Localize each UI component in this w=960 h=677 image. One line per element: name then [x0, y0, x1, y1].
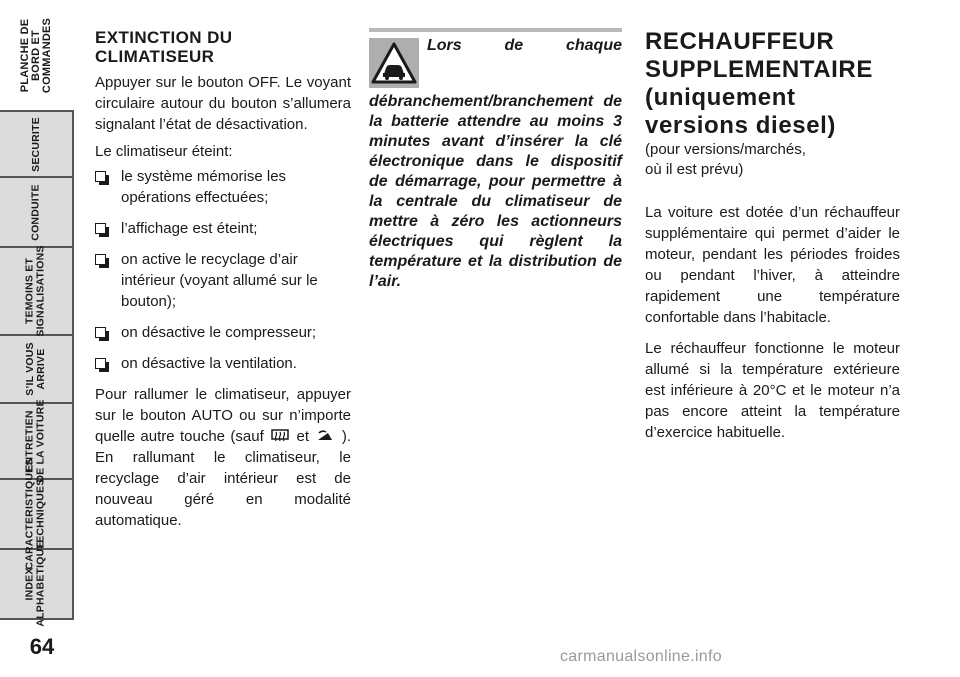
watermark: carmanualsonline.info: [560, 648, 722, 665]
checkbox-bullet-icon: [95, 223, 106, 234]
tab-conduite[interactable]: [0, 178, 72, 248]
column-extinction: [95, 28, 351, 531]
tab-label: ENTRETIEN DE LA VOITURE: [24, 399, 47, 483]
checkbox-bullet-icon: [95, 358, 106, 369]
warning-rule: [369, 28, 622, 32]
tab-caracteristiques[interactable]: [0, 458, 72, 570]
paragraph: La voiture est dotée d’un réchauffeur supplémentaire qui permet d’aider le moteur, pendant les périodes froides ou pendant l’hiver, à atteindre rapidement une température confortable dans l’habitacle.: [645, 204, 900, 326]
page-number: 64: [29, 634, 55, 659]
tab-securite[interactable]: [0, 112, 72, 178]
tab-label: PLANCHE DE BORD ET COMMANDES: [19, 17, 54, 93]
paragraph: Pour rallumer le climatiseur, appuyer sur le bouton AUTO ou sur n’importe quelle autre touche (sauf et ). En rallumant le climatiseur, le recyclage d’air intérieur est de nouveau géré en modalité automatique.: [95, 386, 352, 529]
tab-label: CONDUITE: [29, 183, 42, 241]
tab-label: S’IL VOUS ARRIVE: [23, 342, 47, 396]
tab-sil-vous-arrive[interactable]: [0, 336, 72, 404]
tab-index[interactable]: [0, 541, 72, 627]
section-sidebar: [0, 0, 75, 677]
list-item: on désactive la ventilation.: [95, 353, 351, 374]
paragraph: Le climatiseur éteint:: [95, 143, 233, 160]
tab-temoins[interactable]: [0, 245, 72, 337]
availability-note: (pour versions/marchés, où il est prévu): [645, 141, 806, 178]
tab-label: SECURITE: [29, 116, 42, 172]
tab-label: CARACTERISTIQUES TECHNIQUES: [24, 458, 47, 570]
tab-label: INDEX ALPHABETIQUE: [24, 541, 47, 627]
warning-car-icon: [369, 38, 419, 88]
air-recirculation-icon: [316, 429, 334, 443]
page-title: RECHAUFFEUR SUPPLEMENTAIRE (uniquement versions diesel): [645, 28, 873, 139]
section-heading: EXTINCTION DU CLIMATISEUR: [95, 28, 233, 66]
rear-defrost-icon: [271, 429, 289, 443]
column-rechauffeur: [645, 28, 900, 443]
list-item: on active le recyclage d’air intérieur (voyant allumé sur le bouton);: [95, 249, 351, 312]
tab-label: TEMOINS ET SIGNALISATIONS: [24, 245, 47, 337]
list-item: on désactive le compresseur;: [95, 322, 351, 343]
paragraph: Appuyer sur le bouton OFF. Le voyant circulaire autour du bouton s’allumera signalant l’état de désactivation.: [95, 74, 351, 133]
bullet-list: [95, 166, 351, 374]
checkbox-bullet-icon: [95, 327, 106, 338]
paragraph: Le réchauffeur fonctionne le moteur allumé si la température extérieure est inférieure à 20°C et le moteur n’a pas encore atteint la température d’exercice habituelle.: [645, 340, 900, 441]
list-item: l’affichage est éteint;: [95, 218, 351, 239]
warning-box: Lors de chaque débranchement/branchement de la batterie attendre au moins 3 minutes avant d’insérer la clé électronique dans le dispositif de démarrage, pour permettre à la centrale du climatiseur de mettre à zéro les actionneurs électriques qui règlent la température et la distribution de l’air.: [369, 37, 622, 290]
tab-planche-de-bord[interactable]: [0, 0, 74, 112]
checkbox-bullet-icon: [95, 254, 106, 265]
list-item: le système mémorise les opérations effectuées;: [95, 166, 351, 208]
checkbox-bullet-icon: [95, 171, 106, 182]
